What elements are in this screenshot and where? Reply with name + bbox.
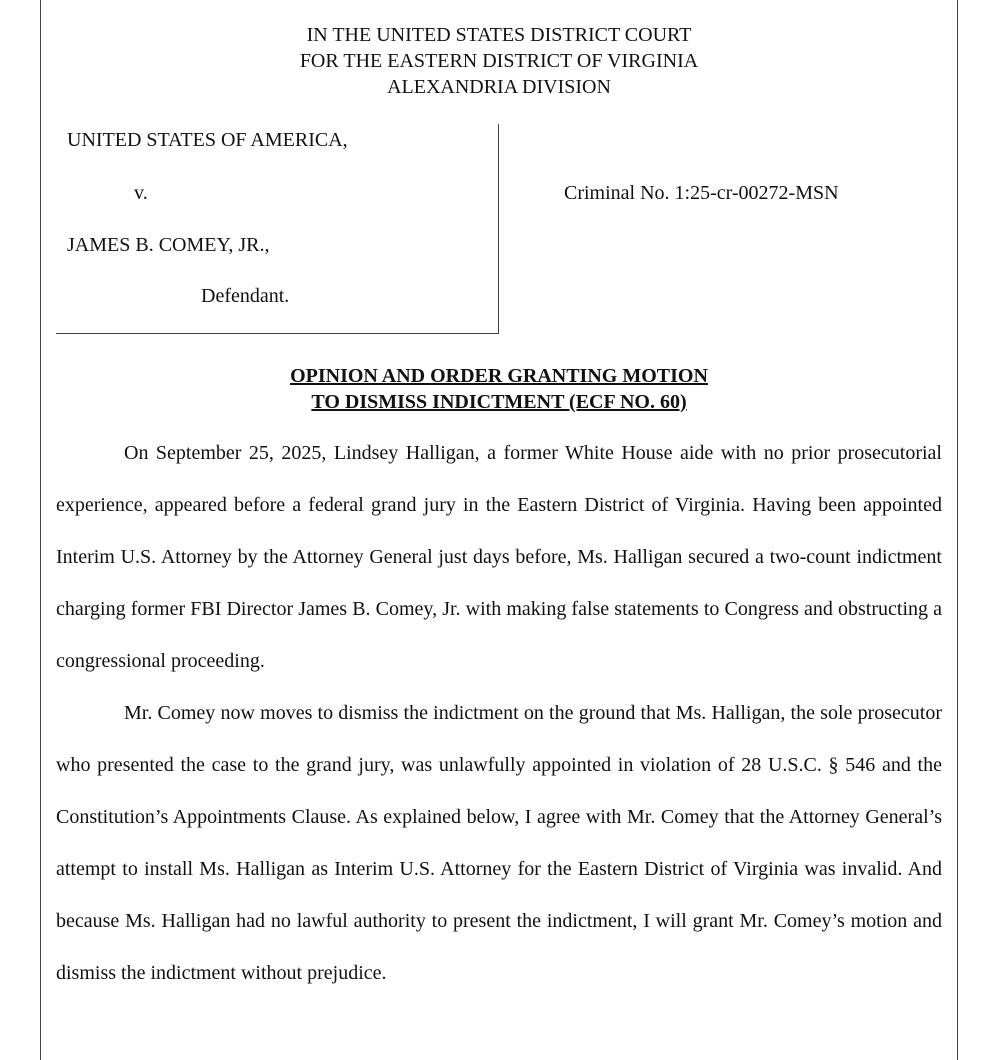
title-line-1: OPINION AND ORDER GRANTING MOTION — [290, 365, 708, 387]
right-margin-rule — [957, 0, 958, 1060]
court-header — [0, 22, 984, 100]
left-margin-rule — [40, 0, 41, 1060]
court-division-line: ALEXANDRIA DIVISION — [387, 76, 611, 98]
defendant-name: JAMES B. COMEY, JR., — [67, 234, 270, 256]
opinion-body — [56, 427, 942, 999]
document-title — [0, 363, 984, 415]
plaintiff-name: UNITED STATES OF AMERICA, — [67, 129, 348, 151]
court-district-line: FOR THE EASTERN DISTRICT OF VIRGINIA — [299, 50, 699, 72]
versus-label: v. — [134, 182, 148, 204]
case-number: Criminal No. 1:25-cr-00272-MSN — [564, 182, 839, 204]
case-caption-box — [56, 124, 499, 334]
court-name-line: IN THE UNITED STATES DISTRICT COURT — [306, 24, 692, 46]
defendant-role-label: Defendant. — [201, 285, 290, 307]
body-paragraph-2: Mr. Comey now moves to dismiss the indictment on the ground that Ms. Halligan, the sole prosecutor who presented the case to the grand jury, was unlawfully appointed in violation of 28 U.S.C. § 546 and the Constitution’s Appointments Clause. As explained below, I agree with Mr. Comey that the Attorney General’s attempt to install Ms. Halligan as Interim U.S. Attorney for the Eastern District of Virginia was invalid. And because Ms. Halligan had no lawful authority to present the indictment, I will grant Mr. Comey’s motion and dismiss the indictment without prejudice. — [56, 702, 942, 984]
title-line-2: TO DISMISS INDICTMENT (ECF NO. 60) — [311, 391, 687, 413]
body-paragraph-1: On September 25, 2025, Lindsey Halligan, a former White House aide with no prior prosecutorial experience, appeared before a federal grand jury in the Eastern District of Virginia. Having been appointed Interim U.S. Attorney by the Attorney General just days before, Ms. Halligan secured a two-count indictment charging former FBI Director James B. Comey, Jr. with making false statements to Congress and obstructing a congressional proceeding. — [56, 442, 942, 672]
